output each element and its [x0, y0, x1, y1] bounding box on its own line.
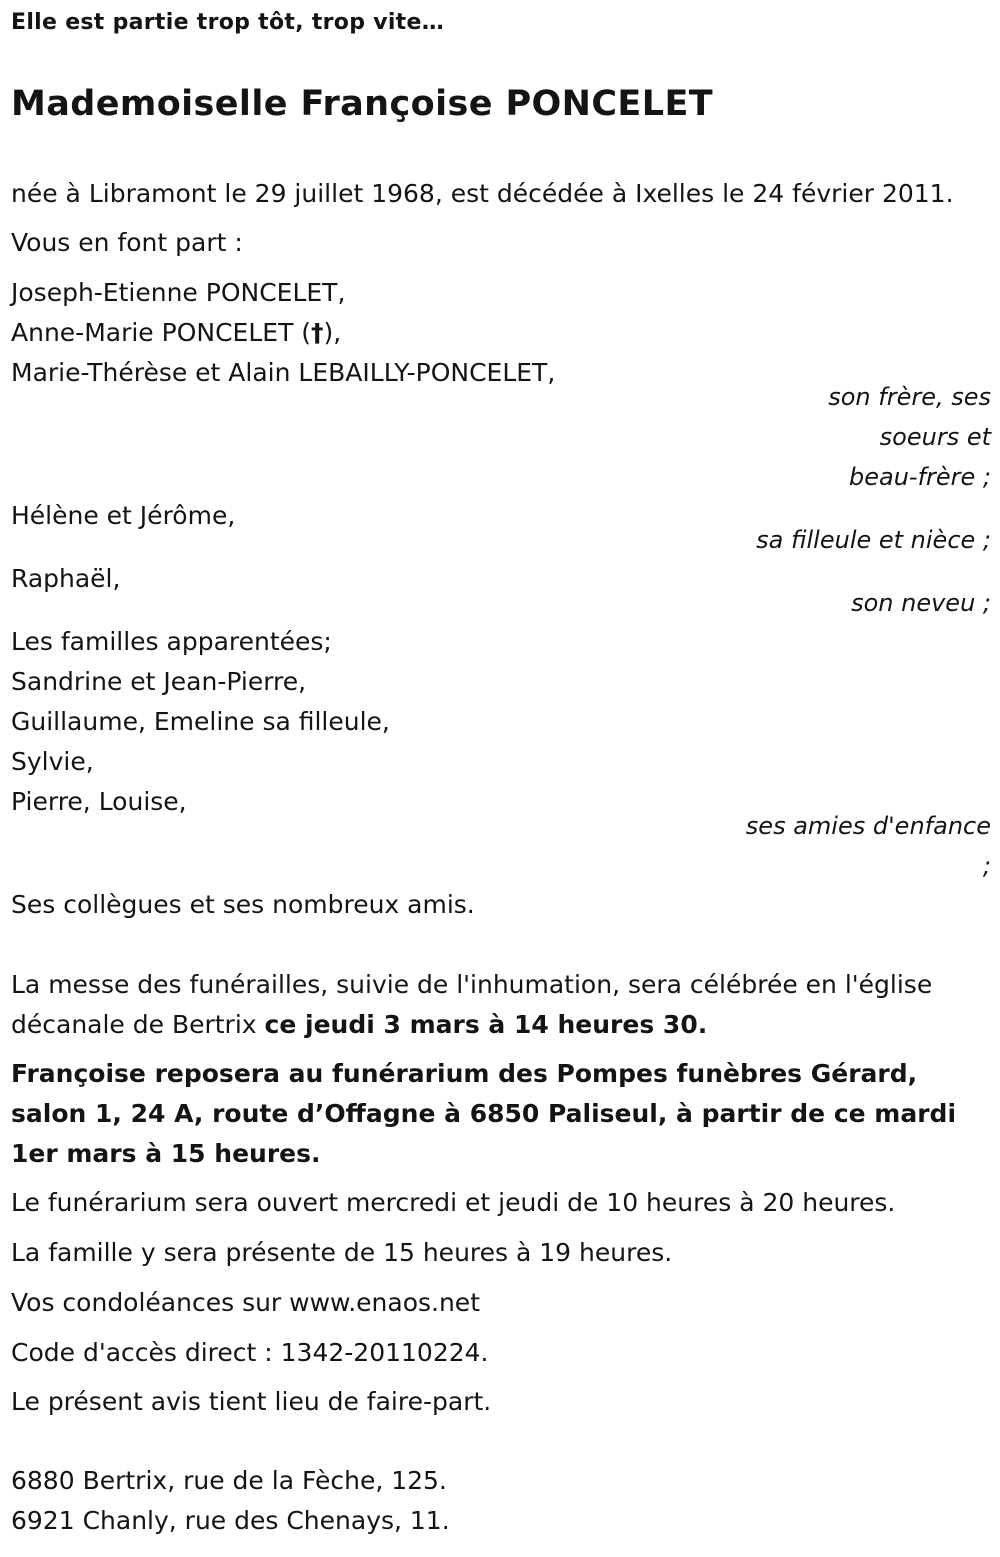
- siblings-role-line-3: beau-frère ;: [848, 463, 991, 491]
- ceremony-text: La messe des funérailles, suivie de l'inhumation, sera célébrée en l'église décanale de Bertrix: [11, 970, 933, 1039]
- deceased-name: Mademoiselle Françoise PONCELET: [11, 84, 714, 124]
- intro-line: Vous en font part :: [11, 228, 243, 257]
- ceremony-date: ce jeudi 3 mars à 14 heures 30.: [264, 1010, 708, 1039]
- goddaughter-names: Hélène et Jérôme,: [11, 501, 236, 530]
- friend-line-2: Guillaume, Emeline sa filleule,: [11, 707, 390, 736]
- birth-death-line: née à Libramont le 29 juillet 1968, est décédée à Ixelles le 24 février 2011.: [11, 179, 954, 208]
- viewing-paragraph: Françoise reposera au funérarium des Pompes funèbres Gérard, salon 1, 24 A, route d’Offagne à 6850 Paliseul, à partir de ce mardi 1er mars à 15 heures.: [11, 1059, 957, 1168]
- siblings-role-line-1: son frère, ses: [828, 383, 991, 411]
- friends-role-line-1: ses amies d'enfance: [745, 812, 991, 840]
- family-member-sibling-2: [11, 313, 341, 353]
- address-line-1: 6880 Bertrix, rue de la Fèche, 125.: [11, 1466, 447, 1495]
- access-code: Code d'accès direct : 1342-20110224.: [11, 1338, 489, 1367]
- siblings-role-line-2: soeurs et: [879, 423, 991, 451]
- family-member-sibling-3: Marie-Thérèse et Alain LEBAILLY-PONCELET,: [11, 358, 556, 387]
- goddaughter-role: sa filleule et nièce ;: [756, 526, 991, 554]
- address-line-2: 6921 Chanly, rue des Chenays, 11.: [11, 1506, 450, 1535]
- family-presence: La famille y sera présente de 15 heures à 19 heures.: [11, 1238, 673, 1267]
- headline: Elle est partie trop tôt, trop vite…: [11, 10, 445, 35]
- nephew-role: son neveu ;: [851, 589, 991, 617]
- colleagues-line: Ses collègues et ses nombreux amis.: [11, 890, 475, 919]
- friend-line-1: Sandrine et Jean-Pierre,: [11, 667, 307, 696]
- friend-line-3: Sylvie,: [11, 747, 94, 776]
- friends-role-line-2: ;: [982, 852, 991, 880]
- notice-note: Le présent avis tient lieu de faire-part.: [11, 1387, 492, 1416]
- related-families: Les familles apparentées;: [11, 627, 332, 656]
- opening-hours: Le funérarium sera ouvert mercredi et jeudi de 10 heures à 20 heures.: [11, 1188, 896, 1217]
- sibling-2-name: Anne-Marie PONCELET (: [11, 318, 312, 347]
- nephew-name: Raphaël,: [11, 564, 121, 593]
- condolences-line: Vos condoléances sur www.enaos.net: [11, 1288, 480, 1317]
- sibling-2-end: ),: [323, 318, 342, 347]
- cross-icon: †: [311, 318, 324, 347]
- friend-line-4: Pierre, Louise,: [11, 787, 187, 816]
- family-member-sibling-1: Joseph-Etienne PONCELET,: [11, 278, 346, 307]
- ceremony-paragraph: [11, 965, 986, 1045]
